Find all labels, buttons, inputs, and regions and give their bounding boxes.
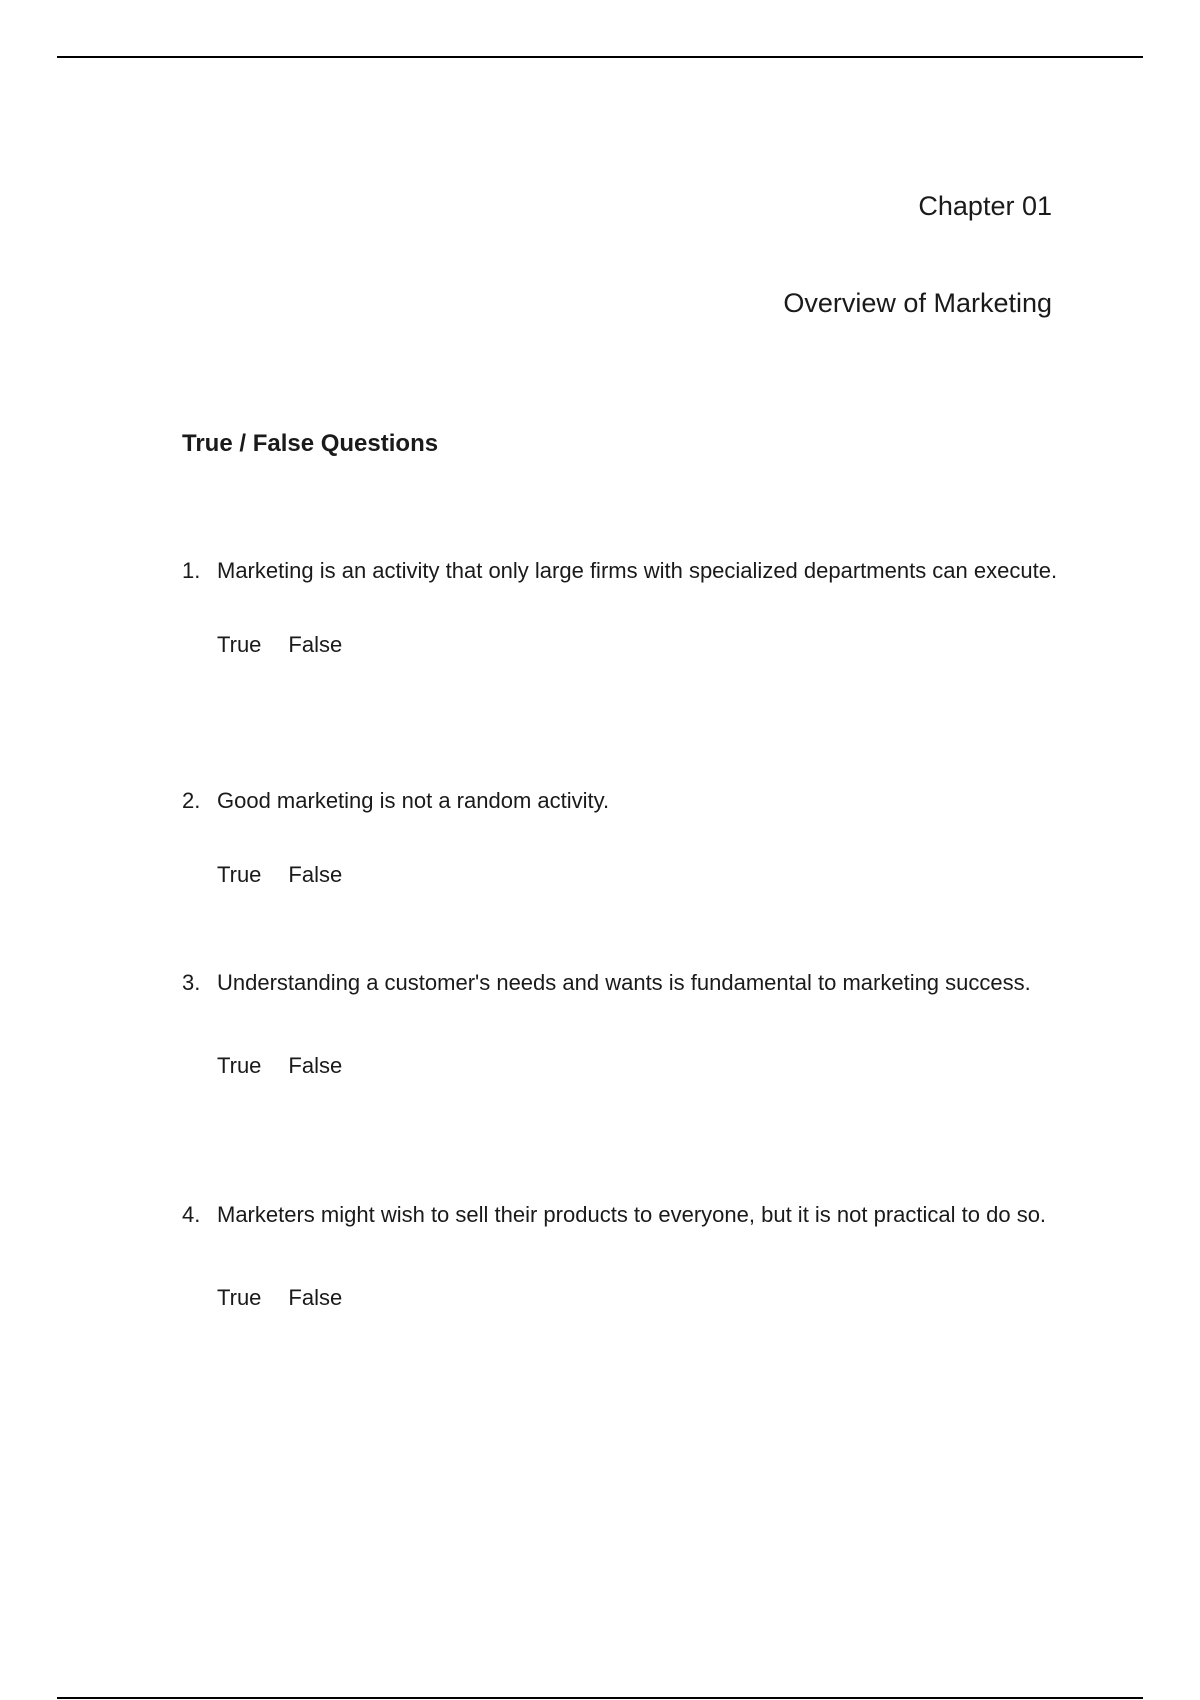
question-number: 3. bbox=[182, 970, 201, 995]
answer-options bbox=[217, 630, 1062, 660]
chapter-number: Chapter 01 bbox=[918, 191, 1052, 221]
section-heading: True / False Questions bbox=[182, 430, 439, 457]
option-true[interactable]: True bbox=[217, 632, 262, 657]
question-number: 4. bbox=[182, 1202, 201, 1227]
question-3 bbox=[182, 958, 1062, 1081]
answer-options bbox=[217, 1051, 1062, 1081]
top-rule bbox=[57, 56, 1143, 58]
question-text: Understanding a customer's needs and wants is fundamental to marketing success. bbox=[217, 970, 1031, 995]
answer-options bbox=[217, 860, 1062, 890]
question-2 bbox=[182, 776, 1062, 890]
question-4 bbox=[182, 1190, 1062, 1313]
question-number: 2. bbox=[182, 788, 201, 813]
question-text: Good marketing is not a random activity. bbox=[217, 788, 610, 813]
chapter-title: Overview of Marketing bbox=[783, 288, 1052, 318]
option-false[interactable]: False bbox=[288, 1285, 343, 1310]
question-number: 1. bbox=[182, 558, 201, 583]
option-false[interactable]: False bbox=[288, 862, 343, 887]
bottom-rule bbox=[57, 1697, 1143, 1699]
option-true[interactable]: True bbox=[217, 1285, 262, 1310]
question-text: Marketers might wish to sell their products to everyone, but it is not practical to do so. bbox=[217, 1202, 1047, 1227]
question-1 bbox=[182, 546, 1062, 660]
question-text: Marketing is an activity that only large firms with specialized departments can execute. bbox=[217, 558, 1058, 583]
answer-options bbox=[217, 1283, 1062, 1313]
option-false[interactable]: False bbox=[288, 1053, 343, 1078]
option-true[interactable]: True bbox=[217, 862, 262, 887]
option-false[interactable]: False bbox=[288, 632, 343, 657]
option-true[interactable]: True bbox=[217, 1053, 262, 1078]
